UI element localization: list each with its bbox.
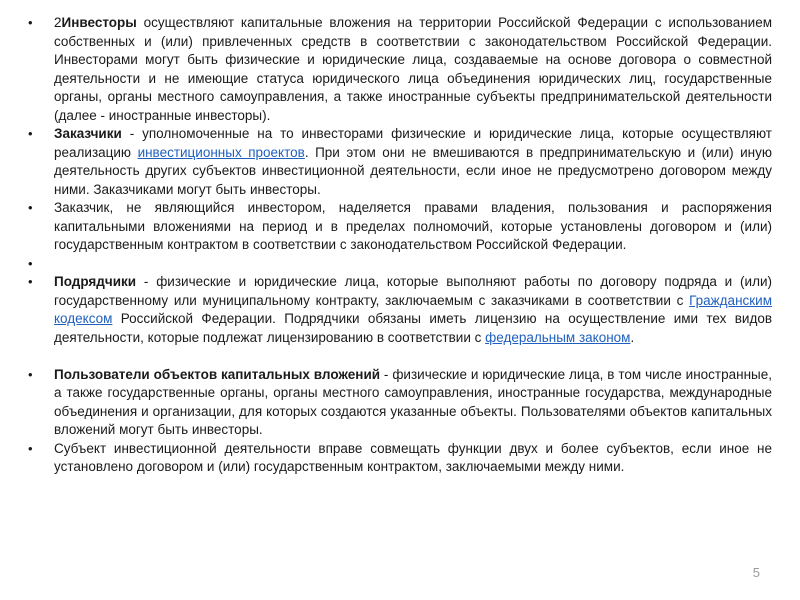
bullet: • — [28, 440, 33, 456]
list-item-subject-combination — [28, 440, 772, 477]
list-item-text — [54, 14, 772, 125]
item-description-mid: Российской Федерации. Подрядчики обязаны иметь лицензию на осуществление ими тех видов деятельности, которые подлежат лицензированию в соответствии с — [54, 311, 772, 345]
bullet: • — [28, 366, 33, 382]
list-item-customers — [28, 125, 772, 199]
bullet: • — [28, 274, 33, 289]
slide-content — [28, 14, 772, 477]
page-number: 5 — [752, 565, 760, 580]
link-civil-code[interactable]: Гражданским кодексом — [54, 292, 772, 326]
list-item-text — [54, 366, 772, 440]
spacer — [28, 347, 772, 366]
item-description-end: . — [630, 329, 635, 345]
list-item-text — [54, 125, 772, 199]
list-item-text — [54, 255, 772, 274]
link-federal-law[interactable]: федеральным законом — [485, 329, 631, 345]
bullet: • — [28, 200, 33, 215]
item-description: - физические и юридические лица, в том числе иностранные, а также государственные органы, органы местного самоуправления, иностранные государства, международные объединения и организации, для которых создаются указанные объекты. Пользователями объектов капитальных вложений могут быть инвесторы. — [54, 366, 772, 437]
item-description: - уполномоченные на то инвесторами физические и юридические лица, которые осуществляют реализацию — [54, 126, 772, 160]
term-investors: Инвесторы — [61, 15, 137, 30]
item-description-cont: . При этом они не вмешиваются в предпринимательскую и (или) иную деятельность других субъектов инвестиционной деятельности, если иное не предусмотрено договором между ними. Заказчиками могут быть инвесторы. — [54, 144, 772, 197]
item-description: - физические и юридические лица, которые выполняют работы по договору подряда и (или) государственному или муниципальному контракту, заключаемым с заказчиками в соответствии с — [54, 274, 772, 308]
list-item-text: Субъект инвестиционной деятельности вправе совмещать функции двух и более субъектов, если иное не установлено договором и (или) государственным контрактом, заключаемыми между ними. — [54, 440, 772, 474]
item-prefix: 2 — [54, 15, 62, 30]
list-item-empty — [28, 255, 772, 274]
term-users: Пользователи объектов капитальных вложений — [54, 366, 381, 382]
list-item-contractors — [28, 273, 772, 347]
link-investment-projects[interactable]: инвестиционных проектов — [137, 144, 305, 160]
list-item-text — [54, 273, 772, 347]
list-item-users — [28, 366, 772, 440]
item-description: осуществляют капитальные вложения на территории Российской Федерации с использованием собственных и (или) привлеченных средств в соответствии с законодательством Российской Федерации. Инвесторами могут быть физические и юридические лица, создаваемые на основе договора о совместной деятельности и не имеющие статуса юридического лица объединения юридических лиц, государственные органы, органы местного самоуправления, а также иностранные субъекты предпринимательской деятельности (далее - иностранные инвесторы). — [54, 15, 772, 123]
bullet: • — [28, 255, 33, 271]
term-customers: Заказчики — [54, 126, 122, 141]
term-contractors: Подрядчики — [54, 274, 137, 289]
bullet: • — [28, 15, 33, 30]
list-item-investors — [28, 14, 772, 125]
list-item-customer-rights — [28, 199, 772, 255]
bullet: • — [28, 126, 33, 141]
list-item-text: Заказчик, не являющийся инвестором, наделяется правами владения, пользования и распоряжения капитальными вложениями на период и в пределах полномочий, которые установлены договором и (или) государственным контрактом в соответствии с законодательством Российской Федерации. — [54, 200, 772, 252]
